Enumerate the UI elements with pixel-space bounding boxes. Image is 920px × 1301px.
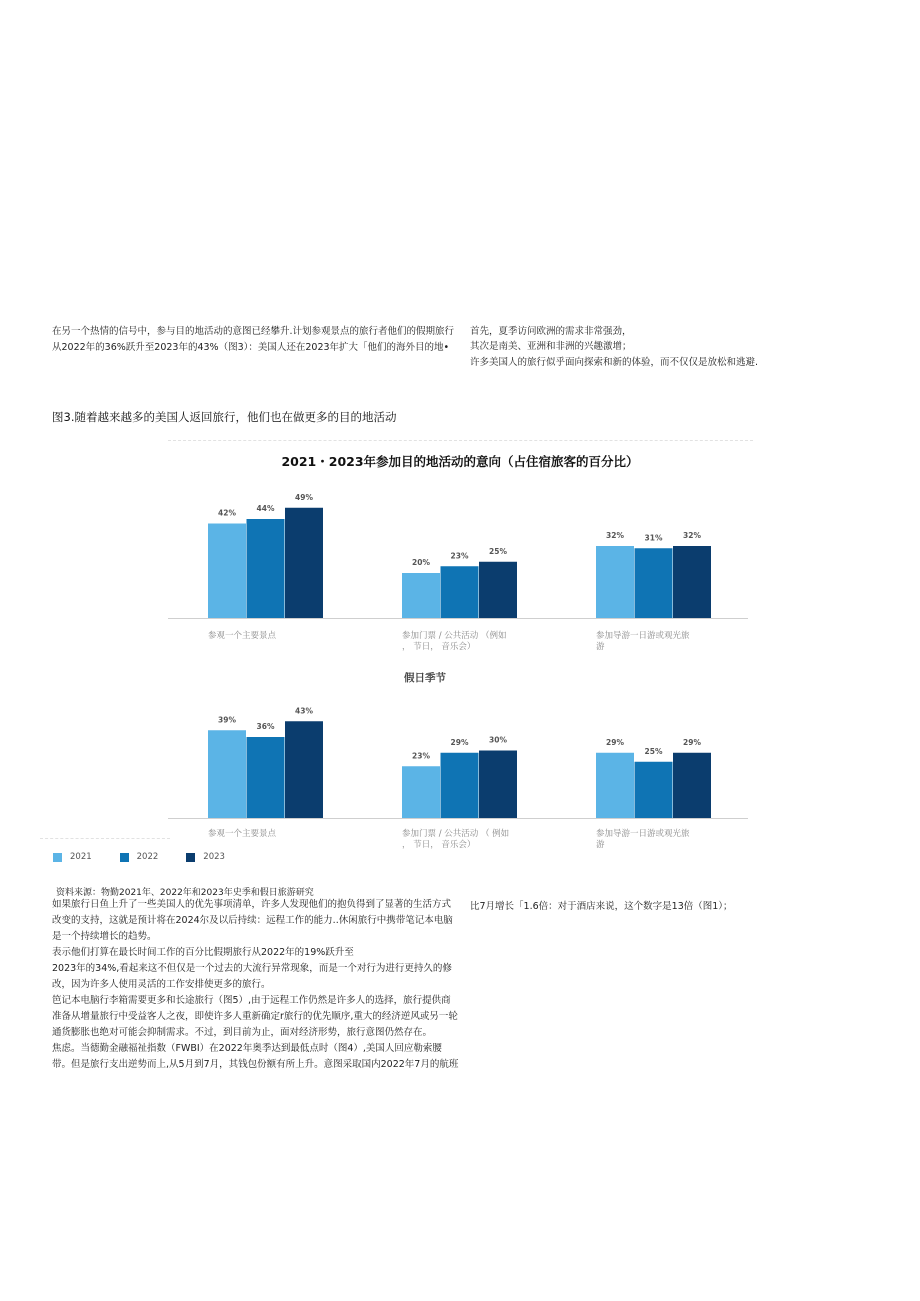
legend xyxy=(53,852,225,862)
data-label: 32% xyxy=(606,531,624,540)
legend-item-2023 xyxy=(186,852,225,862)
body-line: 是一个持续增长的趋势。 xyxy=(52,931,157,942)
bar-2022 xyxy=(635,548,673,618)
category-label: 游 xyxy=(596,840,605,850)
legend-label: 2021 xyxy=(70,852,92,862)
bar-2023 xyxy=(479,751,517,819)
bar-2021 xyxy=(208,730,246,818)
category-label: 参观一个主要景点 xyxy=(208,829,277,839)
data-label: 29% xyxy=(606,737,624,747)
body-line: 如果旅行日鱼上升了一些美国人的优先事项清单，许多人发现他们的抱负得到了显著的生活方式 xyxy=(52,899,452,910)
data-label: 32% xyxy=(683,531,701,540)
bar-2022 xyxy=(247,737,285,818)
data-label: 25% xyxy=(489,546,507,556)
figure-caption: 图3.随着越来越多的美国人返回旅行，他们也在做更多的目的地活动 xyxy=(52,410,397,424)
category-label: 参观一个主要景点 xyxy=(208,631,277,641)
intro-left-line: 从2022年的36%跃升至2023年的43%（图3）：美国人还在2023年扩大「他们的海外目的地• xyxy=(52,342,450,353)
data-label: 29% xyxy=(450,737,469,747)
body-line: 焦虑。当德勤金融福祉指数（FWBI）在2022年奥季达到最低点时（图4）,美国人回应勒索腰 xyxy=(52,1043,442,1054)
panel-title: 假日季节 xyxy=(404,672,446,684)
bar-2021 xyxy=(402,766,440,818)
intro-right-line: 其次是南美、亚洲和非洲的兴趣激增； xyxy=(470,341,632,352)
legend-item-2022 xyxy=(120,852,159,862)
bar-2022 xyxy=(635,762,673,818)
body-right: 比7月增长「1.6倍：对于酒店来说，这个数字是13倍（图1）； xyxy=(470,901,733,912)
data-label: 43% xyxy=(295,706,313,716)
body-line: 笆记本电脑行李箱需要更多和长途旅行（图5）,由于远程工作仍然是许多人的选择，旅行提供商 xyxy=(52,995,451,1006)
category-label: ， 节日， 音乐会） xyxy=(402,840,476,850)
bar-2021 xyxy=(402,573,440,618)
body-line: 准备从增量旅行中受益客人之夜，即使许多人重新确定r旅行的优先顺序,重大的经济逆风或另一轮 xyxy=(52,1011,458,1022)
data-label: 30% xyxy=(489,735,507,745)
legend-swatch-2023 xyxy=(186,853,195,862)
intro-right-line: 首先，夏季访问欧洲的需求非常强劲， xyxy=(470,326,632,337)
category-label: ， 节日， 音乐会） xyxy=(402,642,476,652)
chart-title: 2021・2023年参加目的地活动的意向（占住宿旅客的百分比） xyxy=(281,454,639,469)
source-note: 资料来源：物勤2021年、2022年和2023年史季和假日旅游研究 xyxy=(56,888,314,898)
intro-left-line: 在另一个热情的信号中，参与目的地活动的意图已经攀升.计划参观景点的旅行者他们的假期旅行 xyxy=(52,326,455,337)
data-label: 36% xyxy=(256,722,275,731)
bar-2023 xyxy=(479,562,517,618)
body-line: 通货膨胀也绝对可能会抑制需求。不过，到目前为止，面对经济形势，旅行意图仍然存在。 xyxy=(52,1027,433,1038)
category-label: 参加门票 / 公共活动 （ 例如 xyxy=(402,829,510,839)
body-line: 改，因为许多人使用灵活的工作安排使更多的旅行。 xyxy=(52,979,271,990)
category-label: 参加导游一日游或观光旅 xyxy=(596,631,690,641)
bar-2021 xyxy=(596,753,634,818)
bar-2022 xyxy=(247,519,285,618)
data-label: 29% xyxy=(683,737,701,747)
data-label: 23% xyxy=(412,751,430,761)
legend-swatch-2021 xyxy=(53,853,62,862)
category-label: 游 xyxy=(596,642,605,652)
bar-2023 xyxy=(285,721,323,818)
body-line: 2023年的34%,看起来这不但仅是一个过去的大流行异常现象，而是一个对行为进行更持久的修 xyxy=(52,963,452,974)
data-label: 49% xyxy=(295,492,313,502)
legend-swatch-2022 xyxy=(120,853,129,862)
bar-2023 xyxy=(673,546,711,618)
body-line: 表示他们打算在最长时间工作的百分比假期旅行从2022年的19%跃升至 xyxy=(52,947,354,958)
bar-2022 xyxy=(441,753,479,818)
bar-2023 xyxy=(673,753,711,818)
body-left xyxy=(52,898,458,1071)
intro-right-line: 许多美国人的旅行似乎面向探索和新的体验，而不仅仅是放松和逃避. xyxy=(470,357,759,368)
data-label: 31% xyxy=(644,533,663,543)
data-label: 44% xyxy=(256,504,275,513)
data-label: 42% xyxy=(218,508,236,518)
data-label: 25% xyxy=(644,746,663,756)
legend-item-2021 xyxy=(53,852,92,862)
data-label: 39% xyxy=(218,715,236,725)
bar-2023 xyxy=(285,508,323,618)
bar-2021 xyxy=(208,524,246,619)
legend-label: 2022 xyxy=(136,852,159,862)
body-line: 改变的支持，这就是预计将在2024尔及以后持续：远程工作的能力..休闲旅行中携带笔记本电脑 xyxy=(52,915,453,926)
data-label: 20% xyxy=(412,558,430,567)
category-label: 参加门票 / 公共活动 （例如 xyxy=(402,631,507,641)
bar-2022 xyxy=(441,566,479,618)
bar-2021 xyxy=(596,546,634,618)
legend-label: 2023 xyxy=(203,852,225,862)
category-label: 参加导游一日游或观光旅 xyxy=(596,829,690,839)
data-label: 23% xyxy=(450,551,469,561)
body-line: 带。但是旅行支出逆势而上,从5月到7月，其钱包份额有所上升。意图采取国内2022年7月的航班 xyxy=(52,1059,459,1070)
